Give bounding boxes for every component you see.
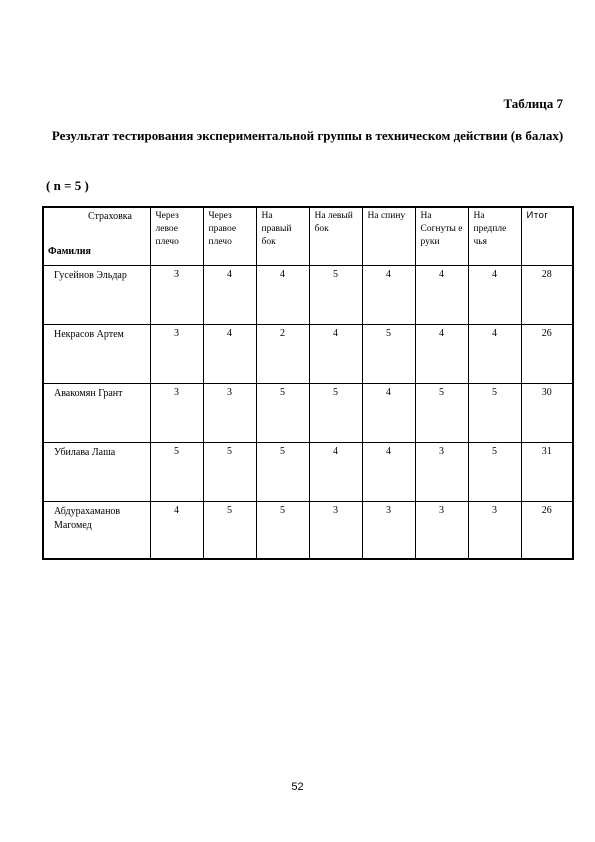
table-row [43,324,573,383]
column-header: Через левое плечо [150,207,203,265]
score-cell: 4 [468,265,521,324]
total-cell: 26 [521,324,573,383]
total-cell: 28 [521,265,573,324]
score-cell: 4 [468,324,521,383]
score-cell: 4 [309,324,362,383]
document-title: Результат тестирования экспериментальной группы в техническом действии (в балах) [51,128,564,143]
total-column-header: Итог [521,207,573,265]
score-cell: 2 [256,324,309,383]
score-cell: 3 [362,501,415,559]
athlete-name: Авакомян Грант [43,383,150,442]
column-header: Через правое плечо [203,207,256,265]
sample-size: ( n = 5 ) [46,178,89,193]
athlete-name: Абдурахаманов Магомед [43,501,150,559]
score-cell: 4 [362,442,415,501]
athlete-name: Убилава Лаша [43,442,150,501]
column-header: На левый бок [309,207,362,265]
corner-header-cell [43,207,150,265]
score-cell: 5 [362,324,415,383]
table-row [43,501,573,559]
score-cell: 5 [256,383,309,442]
score-cell: 5 [203,442,256,501]
score-cell: 3 [415,501,468,559]
score-cell: 3 [203,383,256,442]
score-cell: 4 [256,265,309,324]
score-cell: 5 [415,383,468,442]
column-group-label: Страховка [88,211,132,222]
score-cell: 3 [415,442,468,501]
athlete-name: Некрасов Артем [43,324,150,383]
score-cell: 5 [468,383,521,442]
score-cell: 3 [150,324,203,383]
score-cell: 4 [362,383,415,442]
table-row [43,265,573,324]
table-row [43,383,573,442]
score-cell: 3 [150,265,203,324]
score-cell: 4 [362,265,415,324]
column-header: На Согнуты е руки [415,207,468,265]
score-cell: 5 [256,442,309,501]
score-cell: 5 [309,265,362,324]
total-cell: 31 [521,442,573,501]
score-cell: 4 [415,265,468,324]
score-cell: 4 [203,324,256,383]
score-cell: 5 [203,501,256,559]
results-table [42,206,574,560]
score-cell: 5 [256,501,309,559]
score-cell: 5 [150,442,203,501]
table-row [43,442,573,501]
column-header: На спину [362,207,415,265]
score-cell: 4 [203,265,256,324]
score-cell: 3 [150,383,203,442]
score-cell: 4 [150,501,203,559]
score-cell: 4 [309,442,362,501]
page-number: 52 [291,781,304,793]
score-cell: 5 [309,383,362,442]
score-cell: 3 [468,501,521,559]
score-cell: 3 [309,501,362,559]
athlete-name: Гусейнов Эльдар [43,265,150,324]
table-label: Таблица 7 [503,96,563,111]
row-group-label: Фамилия [48,246,91,257]
column-header: На правый бок [256,207,309,265]
header-row [43,207,573,265]
total-cell: 30 [521,383,573,442]
column-header: На предпле чья [468,207,521,265]
score-cell: 5 [468,442,521,501]
score-cell: 4 [415,324,468,383]
total-cell: 26 [521,501,573,559]
